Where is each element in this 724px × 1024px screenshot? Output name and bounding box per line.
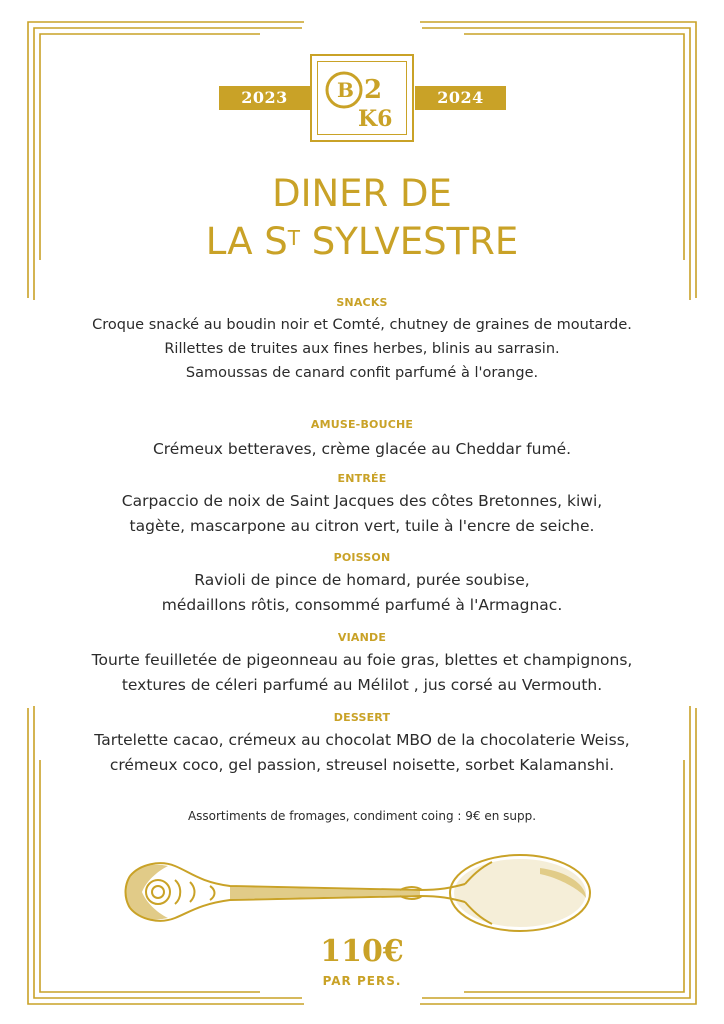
section-entree <box>0 472 724 539</box>
svg-text:K6: K6 <box>358 106 393 132</box>
menu-line: Ravioli de pince de homard, purée soubise, <box>194 571 530 589</box>
section-dessert <box>0 711 724 778</box>
section-title: DESSERT <box>333 711 391 724</box>
section-title: AMUSE-BOUCHE <box>310 418 414 431</box>
section-title: ENTRÉE <box>337 472 387 485</box>
price-unit: PAR PERS. <box>322 974 402 988</box>
menu-line: Carpaccio de noix de Saint Jacques des côtes Bretonnes, kiwi, <box>121 492 603 510</box>
title-line-1: DINER DE <box>272 172 452 215</box>
spoon-icon <box>120 846 598 942</box>
year-end-badge: 2024 <box>415 86 506 110</box>
svg-text:B: B <box>337 78 354 102</box>
menu-line: textures de céleri parfumé au Mélilot , jus corsé au Vermouth. <box>121 676 603 694</box>
menu-line: Tourte feuilletée de pigeonneau au foie gras, blettes et champignons, <box>91 651 633 669</box>
menu-line: Samoussas de canard confit parfumé à l'orange. <box>185 365 539 381</box>
menu-line: Crémeux betteraves, crème glacée au Cheddar fumé. <box>152 440 572 458</box>
logo-mark <box>312 56 412 140</box>
menu-line: Croque snacké au boudin noir et Comté, chutney de graines de moutarde. <box>92 317 632 333</box>
section-poisson <box>0 551 724 618</box>
section-title: VIANDE <box>337 631 387 644</box>
menu-line: tagète, mascarpone au citron vert, tuile à l'encre de seiche. <box>129 517 595 535</box>
title-prefix: LA S <box>205 220 288 263</box>
menu-line: Rillettes de truites aux fines herbes, blinis au sarrasin. <box>164 341 560 357</box>
title-line-2 <box>0 220 724 264</box>
note-text: Assortiments de fromages, condiment coing : 9€ en supp. <box>187 809 537 823</box>
menu-line: médaillons rôtis, consommé parfumé à l'Armagnac. <box>161 596 563 614</box>
cheese-note <box>0 807 724 825</box>
title-suffix: SYLVESTRE <box>299 220 519 263</box>
logo <box>310 54 414 142</box>
title-superscript: T <box>287 226 300 250</box>
year-start-badge: 2023 <box>219 86 310 110</box>
section-snacks <box>0 296 724 385</box>
section-amuse-bouche <box>0 418 724 462</box>
svg-text:2: 2 <box>364 75 383 105</box>
section-viande <box>0 631 724 698</box>
menu-line: Tartelette cacao, crémeux au chocolat MBO de la chocolaterie Weiss, <box>94 731 630 749</box>
section-title: POISSON <box>333 551 391 564</box>
section-title: SNACKS <box>336 296 388 309</box>
price-amount: 110€ <box>320 934 404 969</box>
menu-line: crémeux coco, gel passion, streusel noisette, sorbet Kalamanshi. <box>109 756 615 774</box>
